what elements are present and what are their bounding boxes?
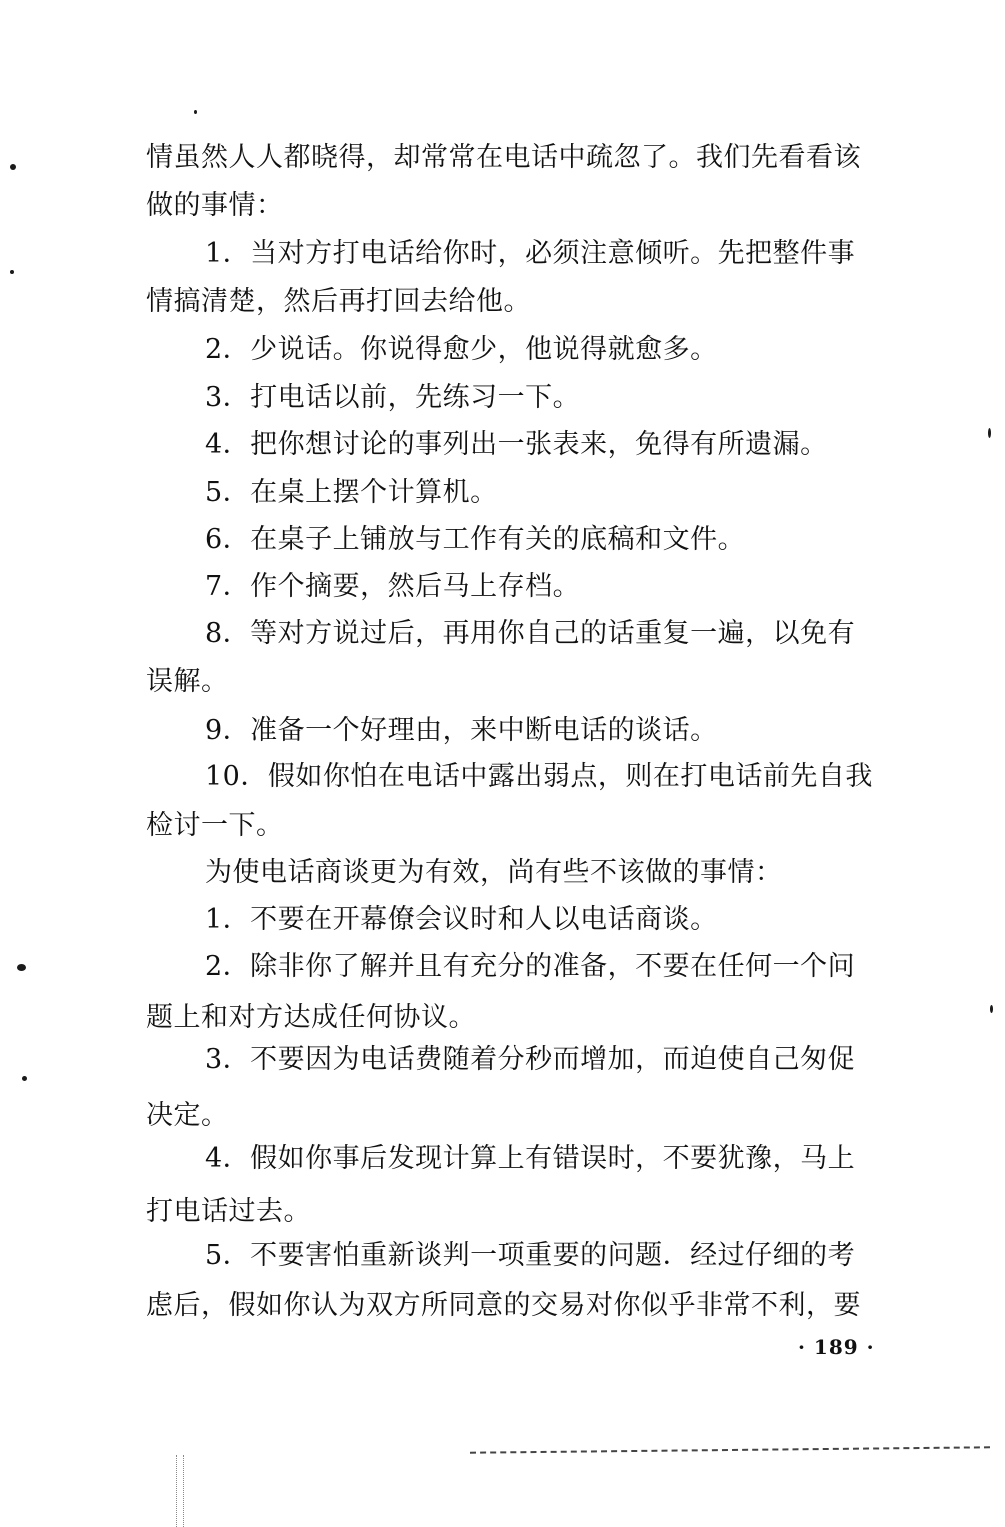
scan-speck (17, 964, 26, 971)
list-item: 5．不要害怕重新谈判一项重要的问题．经过仔细的考 (205, 1240, 856, 1271)
text-line: 情搞清楚，然后再打回去给他。 (146, 286, 531, 317)
scan-speck (194, 110, 197, 114)
list-item: 2．除非你了解并且有充分的准备，不要在任何一个问 (205, 951, 856, 982)
list-item: 8．等对方说过后，再用你自己的话重复一遍，以免有 (205, 618, 856, 649)
scan-speck (990, 1005, 993, 1013)
list-item: 1．当对方打电话给你时，必须注意倾听。先把整件事 (205, 238, 856, 269)
list-item: 5．在桌上摆个计算机。 (205, 477, 498, 508)
page-number: · 189 · (798, 1335, 875, 1359)
list-item: 3．不要因为电话费随着分秒而增加，而迫使自己匆促 (205, 1044, 856, 1075)
text-line: 虑后，假如你认为双方所同意的交易对你似乎非常不利，要 (146, 1290, 861, 1321)
list-item: 6．在桌子上铺放与工作有关的底稿和文件。 (205, 524, 746, 555)
list-item: 1．不要在开幕僚会议时和人以电话商谈。 (205, 904, 718, 935)
bottom-scan-rule (470, 1446, 990, 1453)
list-item: 7．作个摘要，然后马上存档。 (205, 571, 581, 602)
text-line: 题上和对方达成任何协议。 (146, 1002, 476, 1033)
section-intro: 为使电话商谈更为有效，尚有些不该做的事情： (205, 857, 783, 888)
scan-speck (22, 1076, 27, 1081)
binding-mark (176, 1455, 184, 1527)
list-item: 3．打电话以前，先练习一下。 (205, 382, 581, 413)
list-item: 4．假如你事后发现计算上有错误时，不要犹豫，马上 (205, 1143, 856, 1174)
list-item: 2．少说话。你说得愈少，他说得就愈多。 (205, 334, 718, 365)
list-item: 4．把你想讨论的事列出一张表来，免得有所遗漏。 (205, 429, 828, 460)
scan-speck (10, 164, 16, 170)
text-line: 决定。 (146, 1100, 229, 1131)
scan-speck (988, 428, 991, 438)
text-line: 情虽然人人都晓得，却常常在电话中疏忽了。我们先看看该 (146, 142, 861, 173)
list-item: 9．准备一个好理由，来中断电话的谈话。 (205, 715, 718, 746)
text-line: 误解。 (146, 666, 229, 697)
text-line: 检讨一下。 (146, 810, 284, 841)
list-item: 10．假如你怕在电话中露出弱点，则在打电话前先自我 (205, 761, 873, 792)
text-line: 打电话过去。 (146, 1196, 311, 1227)
scan-speck (10, 270, 14, 274)
text-line: 做的事情： (146, 190, 284, 221)
